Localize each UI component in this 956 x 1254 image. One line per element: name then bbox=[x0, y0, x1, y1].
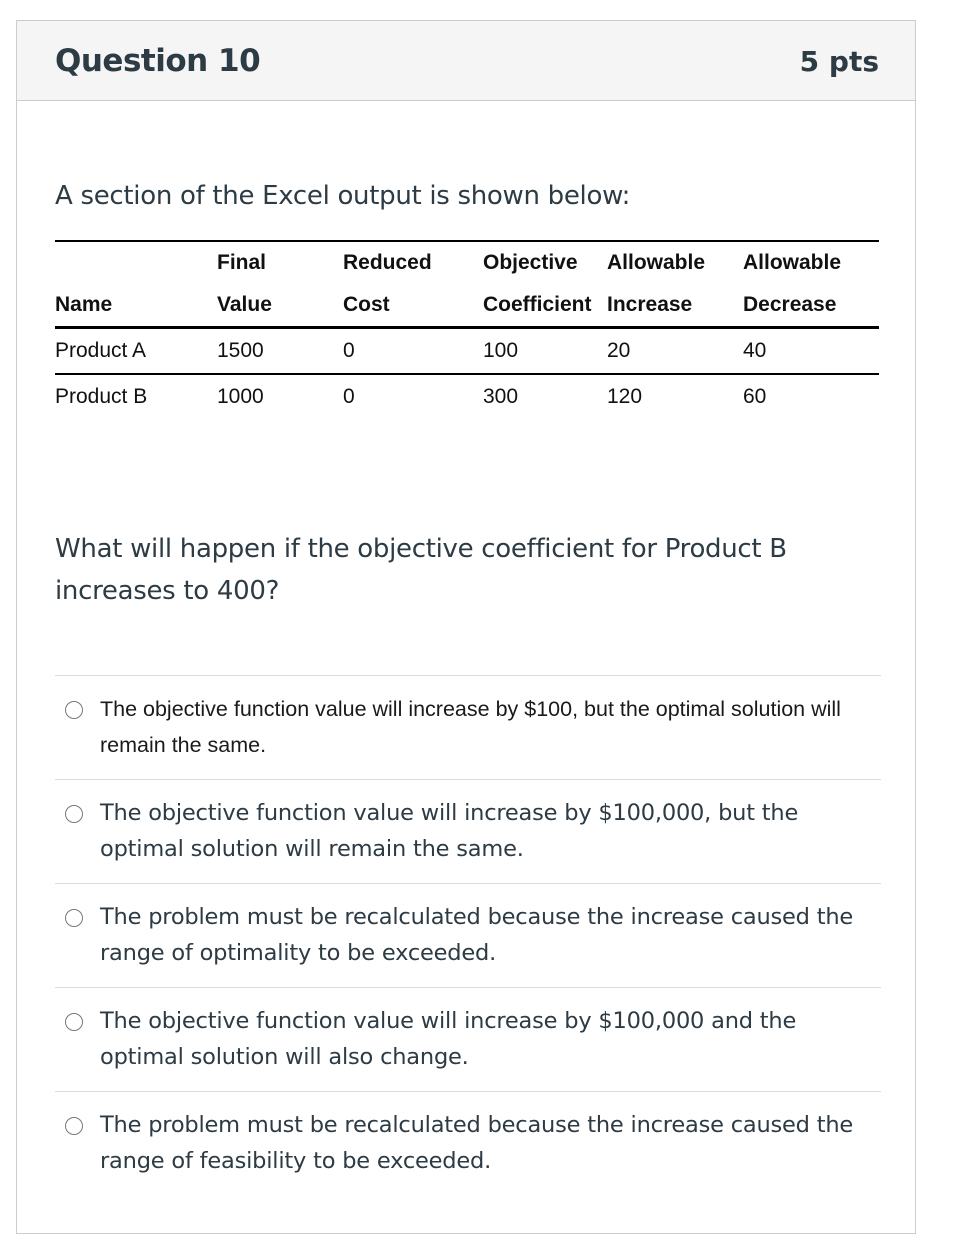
table-header-cell: Value bbox=[217, 284, 343, 328]
question-title: Question 10 bbox=[55, 43, 261, 79]
table-header-cell: Decrease bbox=[743, 284, 879, 328]
table-header-cell: Allowable bbox=[607, 241, 743, 284]
table-header-cell bbox=[55, 241, 217, 284]
question-prompt: What will happen if the objective coefficient for Product B increases to 400? bbox=[55, 534, 787, 606]
table-cell: 60 bbox=[743, 385, 767, 408]
answer-list bbox=[55, 675, 881, 1195]
table-cell: 100 bbox=[483, 328, 607, 375]
answer-option-5[interactable] bbox=[55, 1091, 881, 1195]
table-header-cell: Final bbox=[217, 241, 343, 284]
table-cell: 0 bbox=[343, 328, 483, 375]
table-header-cell: Cost bbox=[343, 284, 483, 328]
answer-label[interactable]: The objective function value will increase by $100,000, but the optimal solution will remain the same. bbox=[100, 800, 799, 862]
table-header-row bbox=[55, 284, 879, 328]
answer-option-3[interactable] bbox=[55, 883, 881, 987]
radio-button-icon[interactable] bbox=[65, 909, 83, 927]
answer-label[interactable]: The problem must be recalculated because the increase caused the range of feasibility to be exceeded. bbox=[100, 1112, 854, 1174]
table-header-row bbox=[55, 241, 879, 284]
quiz-question-card bbox=[16, 20, 916, 1234]
table-cell: 20 bbox=[607, 328, 743, 375]
table-cell: 120 bbox=[607, 385, 643, 408]
question-intro: A section of the Excel output is shown below: bbox=[55, 181, 631, 211]
answer-label[interactable]: The objective function value will increase by $100, but the optimal solution will remain the same. bbox=[100, 697, 841, 757]
radio-button-icon[interactable] bbox=[65, 805, 83, 823]
answer-label[interactable]: The objective function value will increase by $100,000 and the optimal solution will also change. bbox=[100, 1008, 797, 1070]
table-header-cell: Coefficient bbox=[483, 284, 607, 328]
answer-option-1[interactable] bbox=[55, 675, 881, 779]
table-header-cell: Allowable bbox=[743, 241, 879, 284]
table-header-cell: Name bbox=[55, 284, 217, 328]
table-cell: Product B bbox=[55, 385, 148, 408]
question-points: 5 pts bbox=[799, 45, 879, 78]
table-header-cell: Reduced bbox=[343, 241, 483, 284]
radio-button-icon[interactable] bbox=[65, 1117, 83, 1135]
table-row bbox=[55, 374, 879, 419]
answer-option-4[interactable] bbox=[55, 987, 881, 1091]
radio-button-icon[interactable] bbox=[65, 1013, 83, 1031]
excel-output-table bbox=[55, 240, 879, 419]
table-header-cell: Objective bbox=[483, 241, 607, 284]
answer-option-2[interactable] bbox=[55, 779, 881, 883]
answer-label[interactable]: The problem must be recalculated because the increase caused the range of optimality to be exceeded. bbox=[100, 904, 854, 966]
table-cell: Product A bbox=[55, 328, 217, 375]
question-header bbox=[17, 21, 915, 101]
radio-button-icon[interactable] bbox=[65, 701, 83, 719]
table-cell: 1000 bbox=[217, 385, 264, 408]
table-cell: 1500 bbox=[217, 328, 343, 375]
table-cell: 40 bbox=[743, 328, 879, 375]
table-row bbox=[55, 328, 879, 375]
table-header-cell: Increase bbox=[607, 284, 743, 328]
table-cell: 0 bbox=[343, 385, 355, 408]
table-cell: 300 bbox=[483, 385, 519, 408]
